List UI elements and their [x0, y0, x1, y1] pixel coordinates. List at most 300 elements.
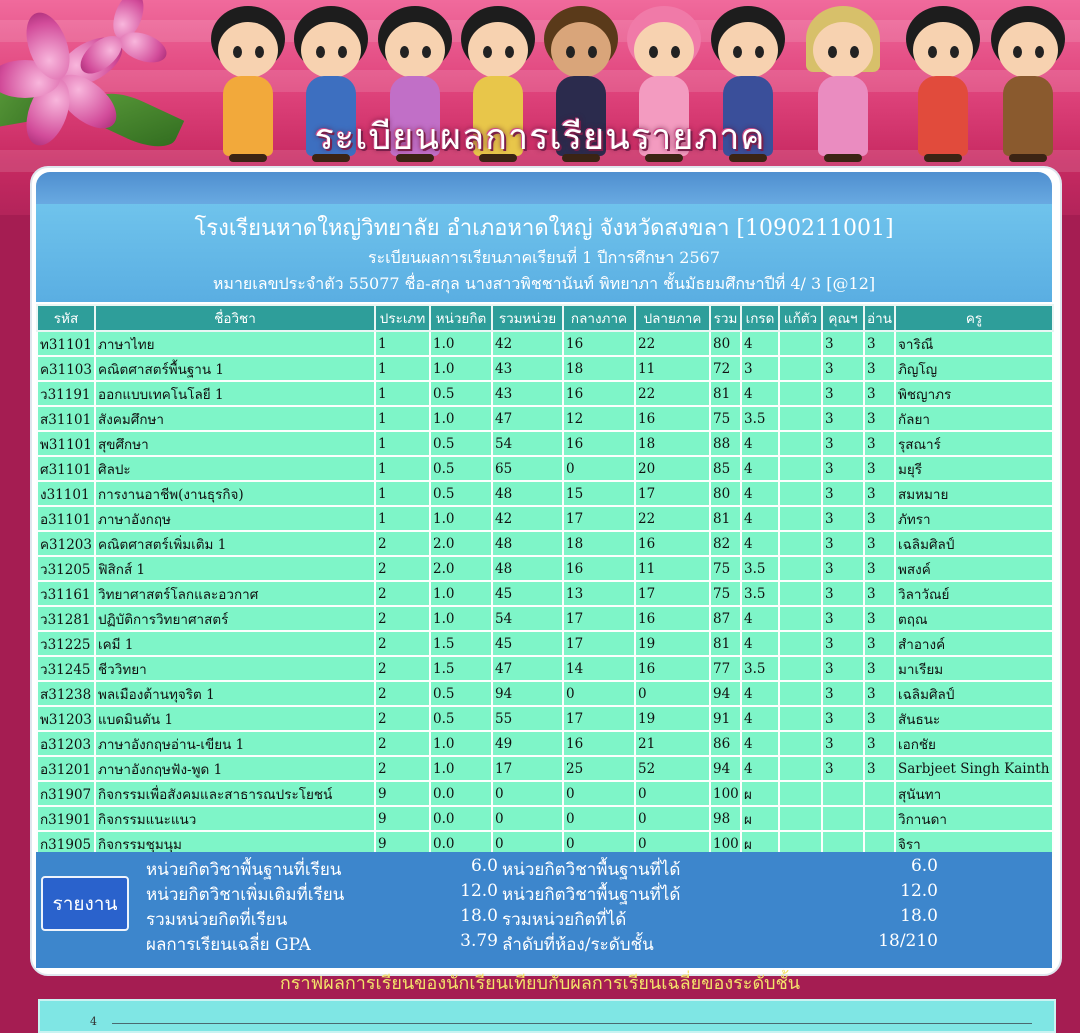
table-row — [37, 631, 1053, 656]
cell-type: 2 — [375, 581, 430, 606]
cell-subject: ภาษาอังกฤษ — [95, 506, 375, 531]
cell-attribute: 3 — [822, 431, 864, 456]
cell-teacher: วิกานดา — [895, 806, 1053, 831]
summary-value: 6.0 — [470, 856, 498, 876]
table-row — [37, 506, 1053, 531]
cell-reading: 3 — [864, 531, 895, 556]
cell-grade: 4 — [741, 756, 779, 781]
cell-midterm: 16 — [563, 731, 635, 756]
table-row — [37, 531, 1053, 556]
cell-subject: ภาษาไทย — [95, 331, 375, 356]
cell-reading: 3 — [864, 431, 895, 456]
cell-final: 52 — [635, 756, 710, 781]
cell-final: 22 — [635, 506, 710, 531]
cell-total-units: 94 — [492, 681, 563, 706]
cell-code: ค31203 — [37, 531, 95, 556]
cell-subject: ภาษาอังกฤษอ่าน-เขียน 1 — [95, 731, 375, 756]
cell-code: อ31203 — [37, 731, 95, 756]
cell-credit: 1.0 — [430, 756, 492, 781]
cell-code: ว31225 — [37, 631, 95, 656]
cell-total-units: 42 — [492, 506, 563, 531]
cell-type: 1 — [375, 431, 430, 456]
cell-final: 16 — [635, 406, 710, 431]
cell-credit: 0.5 — [430, 456, 492, 481]
cell-type: 2 — [375, 656, 430, 681]
cell-midterm: 16 — [563, 556, 635, 581]
cell-reading: 3 — [864, 331, 895, 356]
col-header-teacher: ครู — [895, 305, 1053, 331]
cell-subject: สุขศึกษา — [95, 431, 375, 456]
cell-code: ว31161 — [37, 581, 95, 606]
cell-subject: ออกแบบเทคโนโลยี 1 — [95, 381, 375, 406]
cell-code: ว31205 — [37, 556, 95, 581]
cell-type: 1 — [375, 381, 430, 406]
table-row — [37, 431, 1053, 456]
cell-code: ส31101 — [37, 406, 95, 431]
cell-total-units: 48 — [492, 556, 563, 581]
col-header-code: รหัส — [37, 305, 95, 331]
cell-code: พ31101 — [37, 431, 95, 456]
cell-code: ว31191 — [37, 381, 95, 406]
cell-grade: 4 — [741, 331, 779, 356]
summary-label: รวมหน่วยกิตที่เรียน — [146, 910, 288, 930]
col-header-type: ประเภท — [375, 305, 430, 331]
summary-value: 18/210 — [878, 931, 938, 951]
cell-teacher: เอกชัย — [895, 731, 1053, 756]
table-row — [37, 406, 1053, 431]
table-row — [37, 331, 1053, 356]
cell-teacher: ภัทรา — [895, 506, 1053, 531]
cell-total-units: 48 — [492, 481, 563, 506]
cell-total: 94 — [710, 756, 741, 781]
cell-code: ท31101 — [37, 331, 95, 356]
cell-teacher: วิลาวัณย์ — [895, 581, 1053, 606]
cell-attribute: 3 — [822, 506, 864, 531]
cell-reading: 3 — [864, 756, 895, 781]
report-header — [36, 204, 1052, 302]
cell-midterm: 16 — [563, 381, 635, 406]
cell-retake — [779, 781, 822, 806]
cell-grade: 3.5 — [741, 556, 779, 581]
table-row — [37, 606, 1053, 631]
cell-total: 100 — [710, 831, 741, 856]
cell-attribute: 3 — [822, 656, 864, 681]
cell-final: 11 — [635, 556, 710, 581]
cell-subject: สังคมศึกษา — [95, 406, 375, 431]
cell-subject: ภาษาอังกฤษฟัง-พูด 1 — [95, 756, 375, 781]
cell-midterm: 16 — [563, 331, 635, 356]
cell-subject: ปฏิบัติการวิทยาศาสตร์ — [95, 606, 375, 631]
cell-teacher: เฉลิมศิลป์ — [895, 681, 1053, 706]
cell-code: อ31201 — [37, 756, 95, 781]
cell-code: พ31203 — [37, 706, 95, 731]
cell-credit: 1.0 — [430, 406, 492, 431]
cell-code: ก31901 — [37, 806, 95, 831]
cell-attribute: 3 — [822, 356, 864, 381]
cell-grade: 4 — [741, 606, 779, 631]
cell-final: 20 — [635, 456, 710, 481]
cell-final: 16 — [635, 656, 710, 681]
cell-midterm: 18 — [563, 356, 635, 381]
cell-attribute — [822, 806, 864, 831]
cell-grade: ผ — [741, 781, 779, 806]
table-body — [37, 331, 1053, 856]
cell-credit: 1.0 — [430, 606, 492, 631]
cell-teacher: กัลยา — [895, 406, 1053, 431]
cell-total-units: 43 — [492, 381, 563, 406]
summary-value: 12.0 — [460, 881, 498, 901]
cell-midterm: 12 — [563, 406, 635, 431]
summary-label: ลำดับที่ห้อง/ระดับชั้น — [502, 935, 654, 955]
cell-retake — [779, 581, 822, 606]
cell-retake — [779, 806, 822, 831]
cell-final: 0 — [635, 831, 710, 856]
col-header-total: รวม — [710, 305, 741, 331]
cell-final: 18 — [635, 431, 710, 456]
cell-retake — [779, 381, 822, 406]
cell-attribute: 3 — [822, 756, 864, 781]
cell-type: 2 — [375, 681, 430, 706]
cell-attribute: 3 — [822, 606, 864, 631]
cell-retake — [779, 731, 822, 756]
cell-total-units: 17 — [492, 756, 563, 781]
cell-total-units: 49 — [492, 731, 563, 756]
cell-midterm: 13 — [563, 581, 635, 606]
cell-retake — [779, 681, 822, 706]
cell-midterm: 17 — [563, 506, 635, 531]
cell-reading — [864, 781, 895, 806]
cell-retake — [779, 331, 822, 356]
cell-subject: การงานอาชีพ(งานธุรกิจ) — [95, 481, 375, 506]
report-button[interactable]: รายงาน — [41, 876, 129, 931]
cell-retake — [779, 406, 822, 431]
cell-teacher: ภิญโญ — [895, 356, 1053, 381]
cell-teacher: สำอางค์ — [895, 631, 1053, 656]
cell-final: 22 — [635, 331, 710, 356]
cell-code: ก31905 — [37, 831, 95, 856]
cell-attribute: 3 — [822, 581, 864, 606]
cell-total-units: 0 — [492, 781, 563, 806]
cell-retake — [779, 556, 822, 581]
cell-credit: 1.5 — [430, 631, 492, 656]
cell-reading: 3 — [864, 481, 895, 506]
page-title: ระเบียนผลการเรียนรายภาค — [314, 117, 766, 158]
cell-midterm: 15 — [563, 481, 635, 506]
cell-code: ว31281 — [37, 606, 95, 631]
table-row — [37, 481, 1053, 506]
cell-teacher: มาเรียม — [895, 656, 1053, 681]
table-row — [37, 731, 1053, 756]
table-row — [37, 381, 1053, 406]
table-row — [37, 756, 1053, 781]
cell-credit: 0.0 — [430, 781, 492, 806]
table-row — [37, 581, 1053, 606]
cell-midterm: 0 — [563, 681, 635, 706]
cell-teacher: ตฤณ — [895, 606, 1053, 631]
cell-reading: 3 — [864, 631, 895, 656]
cell-retake — [779, 431, 822, 456]
cell-total: 85 — [710, 456, 741, 481]
cell-grade: 4 — [741, 681, 779, 706]
grade-chart — [38, 999, 1056, 1033]
cell-total-units: 43 — [492, 356, 563, 381]
cell-final: 0 — [635, 781, 710, 806]
cell-total: 81 — [710, 631, 741, 656]
table-row — [37, 556, 1053, 581]
cell-attribute: 3 — [822, 481, 864, 506]
cell-total: 81 — [710, 381, 741, 406]
cell-type: 2 — [375, 531, 430, 556]
cell-reading: 3 — [864, 706, 895, 731]
cell-credit: 2.0 — [430, 556, 492, 581]
cell-midterm: 18 — [563, 531, 635, 556]
cell-total-units: 0 — [492, 806, 563, 831]
cell-code: ว31245 — [37, 656, 95, 681]
cell-reading — [864, 806, 895, 831]
cell-total-units: 45 — [492, 581, 563, 606]
cell-final: 0 — [635, 806, 710, 831]
cell-credit: 0.5 — [430, 381, 492, 406]
cell-teacher: Sarbjeet Singh Kainth — [895, 756, 1053, 781]
cell-teacher: เฉลิมศิลป์ — [895, 531, 1053, 556]
summary-row — [36, 931, 1052, 955]
cell-attribute: 3 — [822, 381, 864, 406]
cell-reading: 3 — [864, 381, 895, 406]
cell-total: 88 — [710, 431, 741, 456]
cell-code: ก31907 — [37, 781, 95, 806]
summary-label: ผลการเรียนเฉลี่ย GPA — [146, 935, 311, 955]
cell-code: ง31101 — [37, 481, 95, 506]
cell-total: 82 — [710, 531, 741, 556]
cell-final: 19 — [635, 706, 710, 731]
cell-midterm: 0 — [563, 456, 635, 481]
cell-attribute: 3 — [822, 406, 864, 431]
cell-total: 87 — [710, 606, 741, 631]
cell-type: 2 — [375, 706, 430, 731]
summary-label: หน่วยกิตวิชาพื้นฐานที่ได้ — [502, 885, 681, 905]
cell-credit: 1.0 — [430, 731, 492, 756]
cell-final: 16 — [635, 531, 710, 556]
cell-grade: 4 — [741, 431, 779, 456]
cell-teacher: รุสณาร์ — [895, 431, 1053, 456]
cell-retake — [779, 456, 822, 481]
summary-value: 18.0 — [460, 906, 498, 926]
cell-total-units: 45 — [492, 631, 563, 656]
cell-total: 94 — [710, 681, 741, 706]
cell-code: ส31238 — [37, 681, 95, 706]
col-header-reading: อ่าน — [864, 305, 895, 331]
cell-total-units: 54 — [492, 431, 563, 456]
cell-credit: 1.5 — [430, 656, 492, 681]
cell-reading: 3 — [864, 581, 895, 606]
cell-reading: 3 — [864, 656, 895, 681]
cell-total: 98 — [710, 806, 741, 831]
term-info: ระเบียนผลการเรียนภาคเรียนที่ 1 ปีการศึกษา 2567 — [367, 248, 721, 267]
cell-grade: ผ — [741, 831, 779, 856]
cell-grade: 3.5 — [741, 581, 779, 606]
cell-reading: 3 — [864, 606, 895, 631]
cell-final: 16 — [635, 606, 710, 631]
cell-type: 1 — [375, 481, 430, 506]
cell-subject: กิจกรรมเพื่อสังคมและสาธารณประโยชน์ — [95, 781, 375, 806]
cell-final: 0 — [635, 681, 710, 706]
cell-total: 91 — [710, 706, 741, 731]
summary-label: หน่วยกิตวิชาพื้นฐานที่เรียน — [146, 860, 342, 880]
chart-y-tick: 4 — [90, 1015, 97, 1028]
table-row — [37, 706, 1053, 731]
summary-label: รวมหน่วยกิตที่ได้ — [502, 910, 627, 930]
cell-credit: 0.5 — [430, 681, 492, 706]
cell-total-units: 54 — [492, 606, 563, 631]
cell-total-units: 0 — [492, 831, 563, 856]
cell-total: 80 — [710, 331, 741, 356]
cell-code: ศ31101 — [37, 456, 95, 481]
cell-teacher: สุนันทา — [895, 781, 1053, 806]
cell-midterm: 16 — [563, 431, 635, 456]
cell-grade: 4 — [741, 731, 779, 756]
cell-credit: 2.0 — [430, 531, 492, 556]
cell-type: 1 — [375, 406, 430, 431]
cell-teacher: จาริณี — [895, 331, 1053, 356]
cell-teacher: จิรา — [895, 831, 1053, 856]
table-row — [37, 456, 1053, 481]
cell-reading: 3 — [864, 556, 895, 581]
cell-attribute: 3 — [822, 456, 864, 481]
cell-subject: คณิตศาสตร์พื้นฐาน 1 — [95, 356, 375, 381]
cell-midterm: 0 — [563, 781, 635, 806]
cell-retake — [779, 706, 822, 731]
col-header-attribute: คุณฯ — [822, 305, 864, 331]
cell-reading: 3 — [864, 506, 895, 531]
cell-grade: 4 — [741, 706, 779, 731]
cell-total: 75 — [710, 556, 741, 581]
cell-attribute: 3 — [822, 331, 864, 356]
cell-type: 9 — [375, 831, 430, 856]
student-info: หมายเลขประจำตัว 55077 ชื่อ-สกุล นางสาวพิชชานันท์ พิทยาภา ชั้นมัธยมศึกษาปีที่ 4/ 3 [@12] — [212, 274, 876, 293]
cell-type: 1 — [375, 506, 430, 531]
cell-reading: 3 — [864, 356, 895, 381]
cell-retake — [779, 631, 822, 656]
cell-midterm: 0 — [563, 831, 635, 856]
cell-final: 17 — [635, 581, 710, 606]
cell-grade: 4 — [741, 506, 779, 531]
cell-retake — [779, 481, 822, 506]
cell-attribute: 3 — [822, 556, 864, 581]
chart-caption: กราฟผลการเรียนของนักเรียนเทียบกับผลการเรียนเฉลี่ยของระดับชั้น — [279, 973, 801, 994]
cell-subject: ฟิสิกส์ 1 — [95, 556, 375, 581]
cell-final: 17 — [635, 481, 710, 506]
cell-grade: ผ — [741, 806, 779, 831]
table-row — [37, 806, 1053, 831]
cell-credit: 0.5 — [430, 706, 492, 731]
cell-subject: แบดมินตัน 1 — [95, 706, 375, 731]
cell-final: 11 — [635, 356, 710, 381]
col-header-retake: แก้ตัว — [779, 305, 822, 331]
cell-teacher: มยุรี — [895, 456, 1053, 481]
cell-total: 75 — [710, 406, 741, 431]
summary-value: 3.79 — [460, 931, 498, 951]
summary-row — [36, 881, 1052, 905]
grades-table — [36, 304, 1054, 857]
col-header-final: ปลายภาค — [635, 305, 710, 331]
cell-subject: วิทยาศาสตร์โลกและอวกาศ — [95, 581, 375, 606]
cell-total-units: 48 — [492, 531, 563, 556]
cell-attribute: 3 — [822, 531, 864, 556]
cell-subject: ชีววิทยา — [95, 656, 375, 681]
cell-total: 72 — [710, 356, 741, 381]
col-header-credit: หน่วยกิต — [430, 305, 492, 331]
cell-retake — [779, 606, 822, 631]
cell-subject: เคมี 1 — [95, 631, 375, 656]
cell-total: 75 — [710, 581, 741, 606]
cell-total: 77 — [710, 656, 741, 681]
cell-retake — [779, 506, 822, 531]
table-row — [37, 681, 1053, 706]
cell-total-units: 55 — [492, 706, 563, 731]
table-row — [37, 656, 1053, 681]
summary-value: 12.0 — [900, 881, 938, 901]
cell-credit: 0.5 — [430, 481, 492, 506]
cell-grade: 4 — [741, 531, 779, 556]
cell-total: 80 — [710, 481, 741, 506]
cell-grade: 4 — [741, 481, 779, 506]
cell-type: 2 — [375, 556, 430, 581]
cell-total-units: 65 — [492, 456, 563, 481]
table-header — [37, 305, 1053, 331]
summary-section — [36, 852, 1052, 968]
cell-attribute: 3 — [822, 631, 864, 656]
cell-reading: 3 — [864, 731, 895, 756]
cell-credit: 1.0 — [430, 331, 492, 356]
cell-credit: 1.0 — [430, 581, 492, 606]
cell-total-units: 47 — [492, 406, 563, 431]
cell-attribute: 3 — [822, 731, 864, 756]
cell-total: 81 — [710, 506, 741, 531]
cell-code: ค31103 — [37, 356, 95, 381]
cell-teacher: พสงค์ — [895, 556, 1053, 581]
cell-grade: 4 — [741, 456, 779, 481]
cell-retake — [779, 531, 822, 556]
summary-label: หน่วยกิตวิชาเพิ่มเติมที่เรียน — [146, 885, 345, 905]
cell-teacher: สมหมาย — [895, 481, 1053, 506]
summary-row — [36, 906, 1052, 930]
col-header-midterm: กลางภาค — [563, 305, 635, 331]
cell-type: 2 — [375, 631, 430, 656]
cell-type: 2 — [375, 731, 430, 756]
cell-total-units: 42 — [492, 331, 563, 356]
cell-reading: 3 — [864, 406, 895, 431]
cell-reading: 3 — [864, 456, 895, 481]
cell-credit: 0.0 — [430, 806, 492, 831]
cell-credit: 0.5 — [430, 431, 492, 456]
cell-attribute — [822, 781, 864, 806]
cell-credit: 1.0 — [430, 356, 492, 381]
cell-attribute: 3 — [822, 681, 864, 706]
cell-midterm: 0 — [563, 806, 635, 831]
cell-grade: 4 — [741, 381, 779, 406]
cell-reading: 3 — [864, 681, 895, 706]
table-row — [37, 781, 1053, 806]
cell-type: 1 — [375, 356, 430, 381]
cell-retake — [779, 756, 822, 781]
cell-total-units: 47 — [492, 656, 563, 681]
cell-code: อ31101 — [37, 506, 95, 531]
cell-final: 21 — [635, 731, 710, 756]
cell-type: 9 — [375, 781, 430, 806]
cell-midterm: 14 — [563, 656, 635, 681]
cell-retake — [779, 356, 822, 381]
col-header-subject: ชื่อวิชา — [95, 305, 375, 331]
